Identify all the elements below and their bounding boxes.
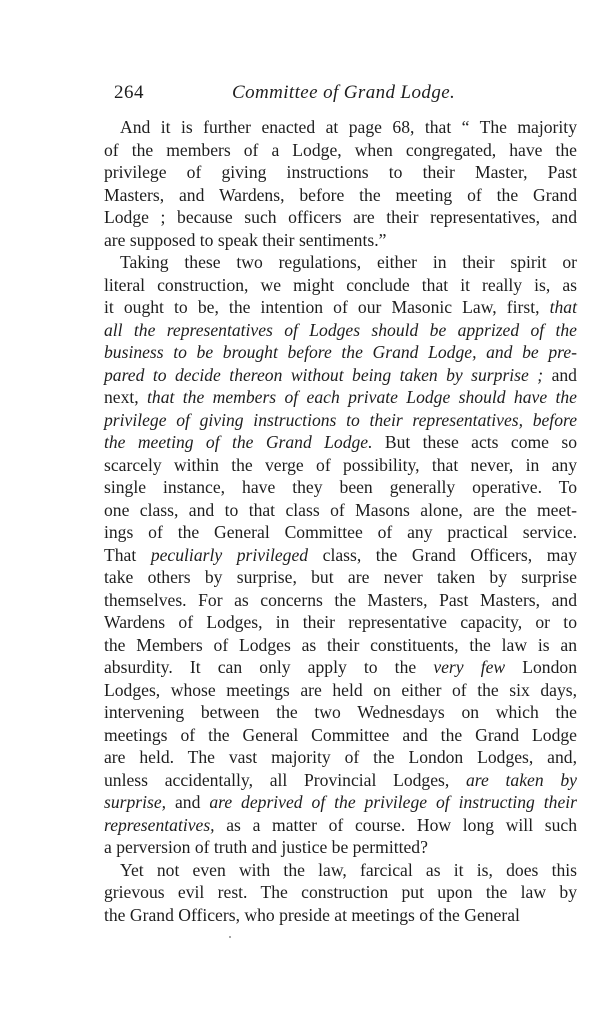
text-run: intervening between the two Wednesdays on which the bbox=[104, 702, 577, 722]
text-run: the Members of Lodges as their constituents, the law is an bbox=[104, 634, 577, 655]
text-line bbox=[104, 881, 577, 904]
text-line bbox=[104, 184, 577, 207]
text-line bbox=[104, 814, 577, 837]
text-run: Lodge ; because such officers are their representatives, and bbox=[104, 207, 577, 227]
text-line bbox=[104, 499, 577, 522]
text-line bbox=[104, 611, 577, 634]
text-line bbox=[104, 544, 577, 567]
text-run: grievous evil rest. The construction put upon the law by bbox=[104, 882, 577, 902]
text-run: class, the Grand Officers, may bbox=[308, 544, 578, 565]
text-run: themselves. For as concerns the Masters, Past Masters, and bbox=[104, 589, 577, 610]
printer-mark bbox=[229, 936, 231, 938]
text-run: single instance, have they been generally operative. To bbox=[104, 477, 577, 497]
text-line bbox=[104, 859, 577, 882]
italic-text: surprise, bbox=[104, 792, 167, 812]
text-line bbox=[104, 431, 577, 454]
text-line bbox=[104, 634, 577, 657]
text-run: Wardens of Lodges, in their representative capacity, or to bbox=[104, 612, 577, 632]
italic-text: all the representatives of Lodges should be apprized of the bbox=[104, 319, 577, 340]
text-run: as a matter of course. How long will such bbox=[214, 814, 577, 835]
text-run: and bbox=[543, 364, 577, 385]
italic-text: that bbox=[549, 297, 577, 317]
body-text bbox=[104, 116, 577, 926]
text-run: meetings of the General Committee and the Grand Lodge bbox=[104, 724, 577, 745]
text-line bbox=[104, 341, 577, 364]
text-run: London bbox=[505, 657, 577, 677]
text-run: Taking these two regulations, either in their spirit or bbox=[120, 252, 577, 272]
text-run: Lodges, whose meetings are held on either of the six days, bbox=[104, 679, 577, 700]
text-run: scarcely within the verge of possibility, that never, in any bbox=[104, 454, 577, 475]
text-run: That bbox=[104, 544, 151, 565]
text-run: But these acts come so bbox=[372, 432, 577, 452]
text-line bbox=[104, 116, 577, 139]
page-number: 264 bbox=[114, 82, 144, 103]
text-run: unless accidentally, all Provincial Lodges, bbox=[104, 769, 466, 790]
text-line bbox=[104, 679, 577, 702]
italic-text: business to be brought before the Grand Lodge, and be pre- bbox=[104, 342, 577, 362]
text-run: of the members of a Lodge, when congregated, have the bbox=[104, 139, 577, 160]
text-line bbox=[104, 229, 577, 252]
text-line bbox=[104, 161, 577, 184]
text-line bbox=[104, 364, 577, 387]
text-line bbox=[104, 251, 577, 274]
text-run: absurdity. It can only apply to the bbox=[104, 657, 434, 677]
text-line bbox=[104, 769, 577, 792]
italic-text: very few bbox=[433, 657, 506, 677]
text-line bbox=[104, 836, 577, 859]
text-line bbox=[104, 206, 577, 229]
text-line bbox=[104, 904, 577, 927]
text-run: are held. The vast majority of the London Lodges, and, bbox=[104, 747, 577, 767]
text-run: Yet not even with the law, farcical as it is, does this bbox=[120, 859, 577, 880]
italic-text: that the members of each private Lodge should have the bbox=[147, 387, 577, 407]
text-line bbox=[104, 521, 577, 544]
text-line bbox=[104, 274, 577, 297]
text-run: one class, and to that class of Masons alone, are the meet- bbox=[104, 499, 577, 520]
text-run: ings of the General Committee of any practical service. bbox=[104, 522, 577, 542]
text-run: are supposed to speak their sentiments.” bbox=[104, 229, 387, 250]
text-run: take others by surprise, but are never taken by surprise bbox=[104, 567, 577, 587]
italic-text: the meeting of the Grand Lodge. bbox=[104, 432, 373, 452]
text-line bbox=[104, 656, 577, 679]
italic-text: peculiarly privileged bbox=[150, 544, 309, 565]
text-run: it ought to be, the intention of our Masonic Law, first, bbox=[104, 297, 550, 317]
text-run: a perversion of truth and justice be permitted? bbox=[104, 837, 428, 857]
text-line bbox=[104, 476, 577, 499]
paragraph bbox=[104, 251, 577, 859]
italic-text: pared to decide thereon without being taken by surprise ; bbox=[104, 364, 544, 385]
text-line bbox=[104, 701, 577, 724]
paragraph bbox=[104, 116, 577, 251]
text-line bbox=[104, 454, 577, 477]
text-run: privilege of giving instructions to their Master, Past bbox=[104, 162, 577, 182]
italic-text: are deprived of the privilege of instructing their bbox=[209, 792, 577, 812]
text-run: the Grand Officers, who preside at meetings of the General bbox=[104, 904, 520, 925]
italic-text: representatives, bbox=[104, 814, 215, 835]
text-line bbox=[104, 319, 577, 342]
text-run: Masters, and Wardens, before the meeting of the Grand bbox=[104, 184, 577, 205]
text-run: next, bbox=[104, 387, 148, 407]
text-run: literal construction, we might conclude that it really is, as bbox=[104, 274, 577, 295]
text-line bbox=[104, 589, 577, 612]
text-line bbox=[104, 409, 577, 432]
text-line bbox=[104, 746, 577, 769]
text-line bbox=[104, 386, 577, 409]
text-line bbox=[104, 724, 577, 747]
italic-text: are taken by bbox=[466, 769, 577, 790]
text-run: and bbox=[166, 792, 210, 812]
running-head bbox=[114, 82, 576, 108]
italic-text: privilege of giving instructions to their representatives, before bbox=[104, 409, 577, 430]
text-line bbox=[104, 566, 577, 589]
text-line bbox=[104, 296, 577, 319]
paragraph bbox=[104, 859, 577, 927]
text-line bbox=[104, 791, 577, 814]
text-run: And it is further enacted at page 68, that “ The majority bbox=[120, 117, 577, 137]
running-title: Committee of Grand Lodge. bbox=[232, 82, 456, 103]
text-line bbox=[104, 139, 577, 162]
